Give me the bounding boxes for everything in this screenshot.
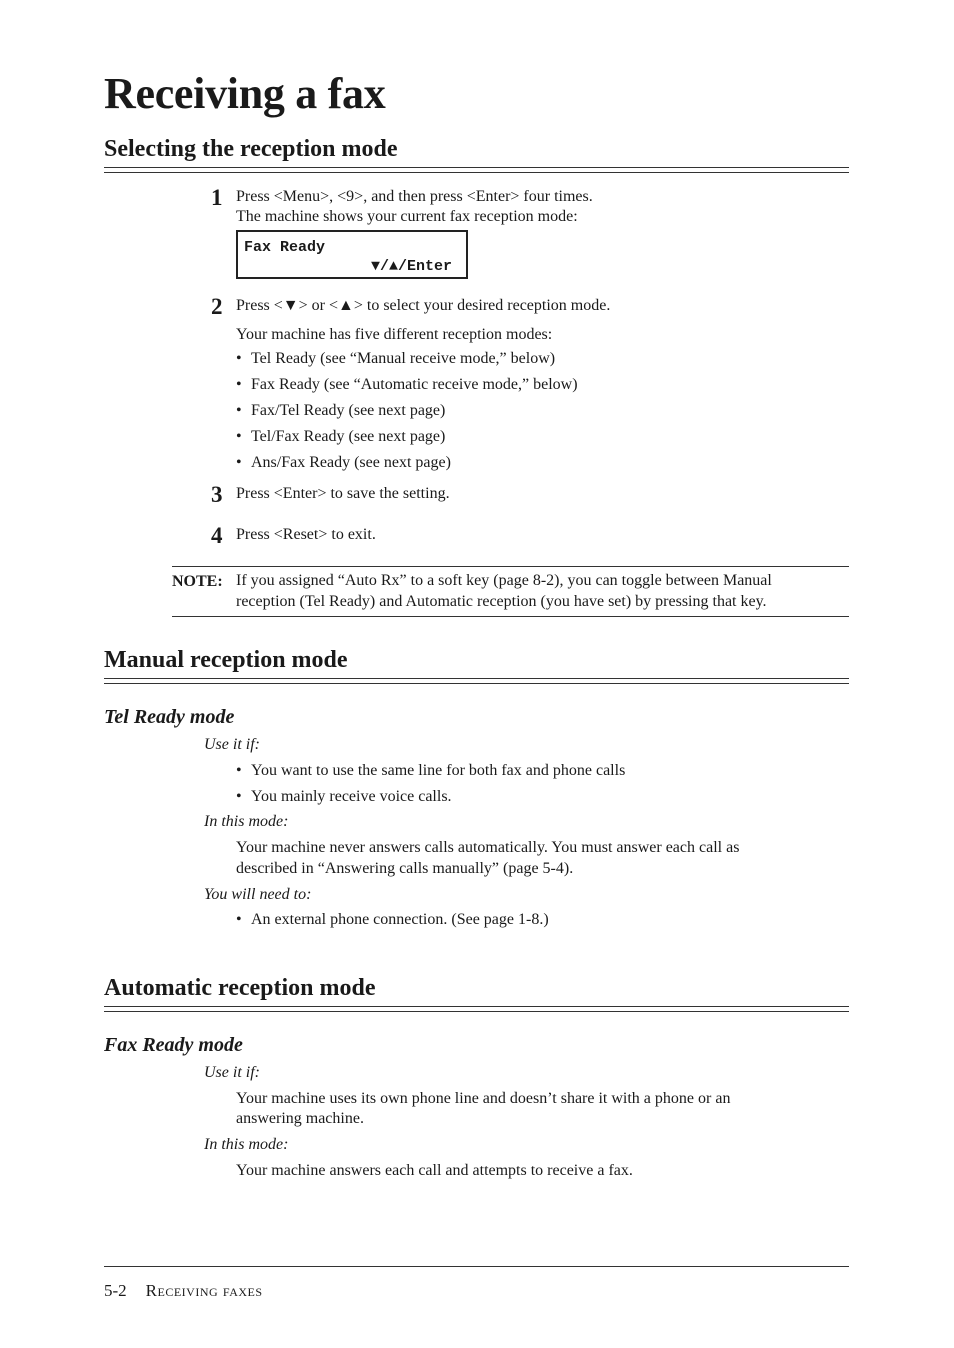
body-text: Your machine never answers calls automatically. You must answer each call as (236, 839, 740, 856)
list-item: • You want to use the same line for both fax and phone calls (236, 761, 625, 781)
use-label: Use it if: (204, 736, 260, 753)
subheading-fax-ready: Fax Ready mode (104, 1034, 243, 1056)
footer-page-number: 5-2 (104, 1281, 127, 1300)
section-heading-manual: Manual reception mode (104, 647, 348, 673)
body-text: described in “Answering calls manually” (page 5-4). (236, 860, 574, 877)
note-text: If you assigned “Auto Rx” to a soft key (page 8-2), you can toggle between Manual (236, 572, 772, 589)
section-rule (104, 678, 849, 684)
list-item: • Tel/Fax Ready (see next page) (236, 427, 445, 447)
step-text: Press <Reset> to exit. (236, 526, 376, 543)
footer-rule (104, 1266, 849, 1267)
step-number: 4 (211, 523, 223, 548)
step-text: Press <Menu>, <9>, and then press <Enter> four times. (236, 188, 593, 205)
note-text: reception (Tel Ready) and Automatic reception (you have set) by pressing that key. (236, 593, 767, 610)
use-label: Use it if: (204, 1064, 260, 1081)
body-text: Your machine uses its own phone line and doesn’t share it with a phone or an (236, 1090, 731, 1107)
step-number: 3 (211, 482, 223, 507)
list-item: • Fax Ready (see “Automatic receive mode,” below) (236, 375, 578, 395)
note-rule-bottom (172, 616, 849, 617)
list-item: • Ans/Fax Ready (see next page) (236, 453, 451, 473)
mode-label: In this mode: (204, 813, 289, 830)
section-heading-automatic: Automatic reception mode (104, 975, 376, 1001)
subheading-tel-ready: Tel Ready mode (104, 706, 235, 728)
page-footer (104, 1280, 263, 1302)
mode-label: In this mode: (204, 1136, 289, 1153)
section-rule (104, 1006, 849, 1012)
list-item: • Fax/Tel Ready (see next page) (236, 401, 445, 421)
page-title: Receiving a fax (104, 69, 386, 118)
modes-intro: Your machine has five different reception modes: (236, 326, 553, 343)
step-text: Press <▼> or <▲> to select your desired reception mode. (236, 297, 611, 314)
lcd-line: Fax Ready (244, 239, 326, 256)
list-item: • You mainly receive voice calls. (236, 787, 452, 807)
need-label: You will need to: (204, 886, 312, 903)
note-label: NOTE: (172, 573, 223, 590)
body-text: answering machine. (236, 1110, 364, 1127)
lcd-display (236, 230, 468, 279)
section-rule (104, 167, 849, 173)
note-rule-top (172, 566, 849, 567)
list-item: • Tel Ready (see “Manual receive mode,” below) (236, 349, 555, 369)
body-text: Your machine answers each call and attempts to receive a fax. (236, 1162, 633, 1179)
step-number: 1 (211, 185, 223, 210)
footer-section: Receiving faxes (145, 1281, 263, 1300)
step-text: Press <Enter> to save the setting. (236, 485, 450, 502)
list-item: • An external phone connection. (See page 1-8.) (236, 910, 549, 930)
lcd-line: ▼/▲/Enter (370, 258, 452, 275)
step-number: 2 (211, 294, 223, 319)
step-text: The machine shows your current fax reception mode: (236, 208, 578, 225)
section-heading-selecting: Selecting the reception mode (104, 136, 398, 162)
